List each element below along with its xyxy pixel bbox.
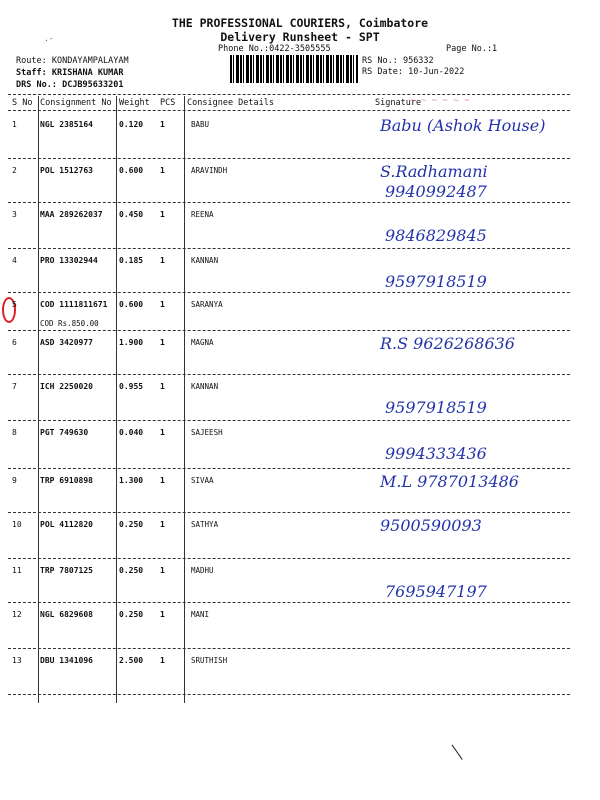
- faded-stamp: ~ ~ ~ ~ ~ ~: [410, 96, 470, 106]
- row-weight: 0.955: [119, 382, 144, 391]
- row-consignee: ARAVINDH: [191, 166, 228, 175]
- row-consignee: SARANYA: [191, 300, 223, 309]
- row-pcs: 1: [160, 428, 165, 437]
- row-pcs: 1: [160, 166, 165, 175]
- row-handwritten-phone: 7695947197: [385, 582, 487, 601]
- row-pcs: 1: [160, 610, 165, 619]
- route-line: Route: KONDAYAMPALAYAM: [16, 56, 129, 66]
- page-number: Page No.:1: [446, 44, 498, 54]
- row-sno: 2: [12, 166, 17, 175]
- row-consignee: REENA: [191, 210, 214, 219]
- row-consignment-no: PRO 13302944: [40, 256, 98, 265]
- row-weight: 0.250: [119, 610, 144, 619]
- row-sno: 6: [12, 338, 17, 347]
- row-weight: 0.120: [119, 120, 144, 129]
- rs-date-value: 10-Jun-2022: [408, 67, 465, 77]
- row-consignment-no: ASD 3420977: [40, 338, 93, 347]
- row-weight: 0.450: [119, 210, 144, 219]
- row-consignee: SRUTHISH: [191, 656, 228, 665]
- row-weight: 2.500: [119, 656, 144, 665]
- row-pcs: 1: [160, 520, 165, 529]
- row-sno: 5: [12, 300, 17, 309]
- row-consignee: MADHU: [191, 566, 214, 575]
- row-consignment-no: MAA 289262037: [40, 210, 103, 219]
- col-header-consignee: Consignee Details: [187, 98, 274, 108]
- row-sno: 11: [12, 566, 22, 575]
- rs-date-line: RS Date: 10-Jun-2022: [362, 67, 465, 77]
- row-pcs: 1: [160, 656, 165, 665]
- report-subtitle: Delivery Runsheet - SPT: [220, 30, 380, 44]
- row-consignment-no: POL 4112820: [40, 520, 93, 529]
- row-sno: 3: [12, 210, 17, 219]
- row-consignee: KANNAN: [191, 382, 219, 391]
- row-weight: 0.185: [119, 256, 144, 265]
- col-divider: [184, 96, 185, 703]
- row-handwritten-signature: 9500590093: [380, 516, 482, 535]
- row-consignee: BABU: [191, 120, 210, 129]
- row-handwritten-signature: S.Radhamani: [380, 162, 488, 181]
- col-divider: [116, 96, 117, 703]
- row-consignment-no: COD 1111811671: [40, 300, 108, 309]
- row-pcs: 1: [160, 300, 165, 309]
- row-weight: 0.600: [119, 166, 144, 175]
- row-sno: 12: [12, 610, 22, 619]
- row-weight: 0.040: [119, 428, 144, 437]
- scan-speck: .-: [44, 34, 54, 43]
- header-bottom-rule: [8, 110, 570, 111]
- row-handwritten-phone: 9846829845: [385, 226, 487, 245]
- barcode-image: [230, 55, 358, 83]
- row-consignment-no: NGL 6829608: [40, 610, 93, 619]
- rs-no-value: 956332: [402, 56, 434, 66]
- row-weight: 1.900: [119, 338, 144, 347]
- row-consignment-no: ICH 2250020: [40, 382, 93, 391]
- row-cod-amount: COD Rs.850.00: [40, 319, 99, 328]
- row-consignee: SAJEESH: [191, 428, 223, 437]
- row-consignee: MANI: [191, 610, 210, 619]
- row-weight: 0.250: [119, 566, 144, 575]
- row-sno: 1: [12, 120, 17, 129]
- col-divider: [38, 96, 39, 703]
- row-divider: [8, 648, 570, 649]
- row-sno: 13: [12, 656, 22, 665]
- row-divider: [8, 202, 570, 203]
- row-consignment-no: DBU 1341096: [40, 656, 93, 665]
- row-sno: 7: [12, 382, 17, 391]
- report-title: THE PROFESSIONAL COURIERS, Coimbatore: [171, 16, 429, 30]
- row-pcs: 1: [160, 566, 165, 575]
- row-pcs: 1: [160, 338, 165, 347]
- table-top-rule: [8, 94, 570, 95]
- row-divider: [8, 420, 570, 421]
- row-pcs: 1: [160, 210, 165, 219]
- row-divider: [8, 374, 570, 375]
- staff-line: Staff: KRISHANA KUMAR: [16, 68, 124, 78]
- row-handwritten-phone: 9597918519: [385, 398, 487, 417]
- col-header-sno: S No: [12, 98, 33, 108]
- row-divider: [8, 512, 570, 513]
- col-header-consignment: Consignment No: [40, 98, 112, 108]
- drs-value: DCJB95633201: [62, 80, 124, 90]
- row-divider: [8, 248, 570, 249]
- row-consignment-no: TRP 6910898: [40, 476, 93, 485]
- row-divider: [8, 694, 570, 695]
- row-consignee: SIVAA: [191, 476, 214, 485]
- row-consignee: SATHYA: [191, 520, 219, 529]
- phone-number: Phone No.:0422-3505555: [218, 44, 331, 54]
- row-handwritten-phone: 9994333436: [385, 444, 487, 463]
- col-header-pcs: PCS: [160, 98, 176, 108]
- row-handwritten-phone: 9940992487: [385, 182, 487, 201]
- row-sno: 10: [12, 520, 22, 529]
- row-consignee: KANNAN: [191, 256, 219, 265]
- pen-mark: [452, 734, 478, 760]
- drs-line: DRS No.: DCJB95633201: [16, 80, 124, 90]
- row-handwritten-signature: Babu (Ashok House): [380, 116, 546, 135]
- row-weight: 0.600: [119, 300, 144, 309]
- row-consignment-no: NGL 2385164: [40, 120, 93, 129]
- row-sno: 9: [12, 476, 17, 485]
- row-consignment-no: PGT 749630: [40, 428, 89, 437]
- row-sno: 8: [12, 428, 17, 437]
- row-sno: 4: [12, 256, 17, 265]
- route-value: KONDAYAMPALAYAM: [51, 56, 129, 66]
- row-pcs: 1: [160, 476, 165, 485]
- row-divider: [8, 468, 570, 469]
- staff-value: KRISHANA KUMAR: [51, 68, 124, 78]
- row-divider: [8, 330, 570, 331]
- row-handwritten-phone: 9597918519: [385, 272, 487, 291]
- row-divider: [8, 158, 570, 159]
- row-pcs: 1: [160, 256, 165, 265]
- row-divider: [8, 292, 570, 293]
- rs-no-line: RS No.: 956332: [362, 56, 434, 66]
- row-pcs: 1: [160, 382, 165, 391]
- col-header-weight: Weight: [119, 98, 150, 108]
- row-handwritten-signature: R.S 9626268636: [380, 334, 515, 353]
- row-pcs: 1: [160, 120, 165, 129]
- row-consignee: MAGNA: [191, 338, 214, 347]
- row-weight: 0.250: [119, 520, 144, 529]
- row-consignment-no: POL 1512763: [40, 166, 93, 175]
- col-header-signature: Signature: [375, 98, 422, 108]
- row-weight: 1.300: [119, 476, 144, 485]
- row-handwritten-signature: M.L 9787013486: [380, 472, 519, 491]
- row-divider: [8, 602, 570, 603]
- row-divider: [8, 558, 570, 559]
- row-consignment-no: TRP 7807125: [40, 566, 93, 575]
